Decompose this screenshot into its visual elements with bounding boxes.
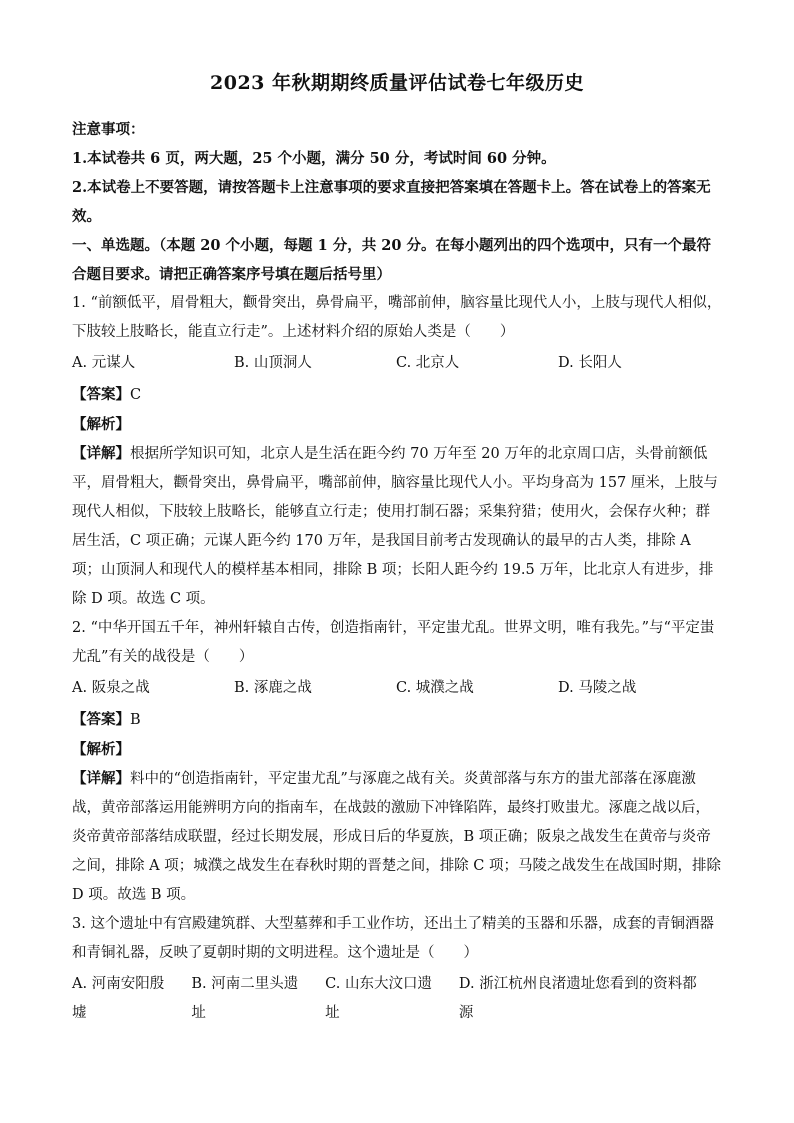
analysis-label: 【解析】 <box>72 741 130 758</box>
exam-page <box>72 68 722 1030</box>
option-c: C. 北京人 <box>396 355 460 371</box>
options-row <box>72 349 722 378</box>
options-row <box>72 970 722 1028</box>
option-d: D. 马陵之战 <box>558 680 637 696</box>
option-c: C. 城濮之战 <box>396 680 474 696</box>
detail-label: 【详解】 <box>72 445 130 462</box>
option-d: D. 长阳人 <box>558 355 622 371</box>
option-c: C. 山东大汶口遗址 <box>325 976 432 1021</box>
detail-text: 根据所学知识可知，北京人是生活在距今约 70 万年至 20 万年的北京周口店，头骨前额低平，眉骨粗大，颧骨突出，鼻骨扁平，嘴部前伸，脑容量比现代人小。平均身高为 157 厘米，上肢与现代人相似，下肢较上肢略长，能够直立行走；使用打制石器；采集狩猎；使用火，会保存火种；群居生活，C 项正确；元谋人距今约 170 万年，是我国目前考古发现确认的最早的古人类，排除 A 项；山顶洞人和现代人的模样基本相同，排除 B 项；长阳人距今约 19.5 万年，比北京人有进步，排除 D 项。故选 C 项。 <box>72 446 718 607</box>
question-2 <box>72 614 722 910</box>
answer-line <box>72 380 722 410</box>
question-stem: 3. 这个遗址中有宫殿建筑群、大型墓葬和手工业作坊，还出土了精美的玉器和乐器，成套的青铜酒器和青铜礼器，反映了夏朝时期的文明进程。这个遗址是（ ） <box>72 916 714 961</box>
question-stem: 2. “中华开国五千年，神州轩辕自古传，创造指南针，平定蚩尤乱。世界文明，唯有我先。”与“平定蚩尤乱”有关的战役是（ ） <box>72 620 715 665</box>
analysis-label: 【解析】 <box>72 416 130 433</box>
answer-value: B <box>130 712 141 728</box>
notes-heading: 注意事项： <box>72 121 145 138</box>
option-b: B. 山顶洞人 <box>234 355 312 371</box>
option-a: A. 阪泉之战 <box>72 680 150 696</box>
answer-line <box>72 705 722 735</box>
answer-value: C <box>130 387 142 403</box>
note-item-1: 1.本试卷共 6 页，两大题，25 个小题，满分 50 分，考试时间 60 分钟。 <box>72 150 556 167</box>
option-a: A. 元谋人 <box>72 355 136 371</box>
detail-paragraph <box>72 764 722 910</box>
page-title: 2023 年秋期期终质量评估试卷七年级历史 <box>210 72 584 94</box>
detail-label: 【详解】 <box>72 770 130 787</box>
detail-text: 料中的“创造指南针，平定蚩尤乱”与涿鹿之战有关。炎黄部落与东方的蚩尤部落在涿鹿激战，黄帝部落运用能辨明方向的指南车，在战鼓的激励下冲锋陷阵，最终打败蚩尤。涿鹿之战以后，炎帝黄帝部落结成联盟，经过长期发展，形成日后的华夏族，B 项正确；阪泉之战发生在黄帝与炎帝之间，排除 A 项；城濮之战发生在春秋时期的晋楚之间，排除 C 项；马陵之战发生在战国时期，排除 D 项。故选 B 项。 <box>72 771 721 903</box>
detail-paragraph <box>72 439 722 614</box>
option-d: D. 浙江杭州良渚遗址您看到的资料都源 <box>458 976 697 1021</box>
options-row <box>72 674 722 703</box>
option-b: B. 涿鹿之战 <box>234 680 312 696</box>
option-a: A. 河南安阳殷墟 <box>72 976 165 1021</box>
answer-label: 【答案】 <box>72 386 130 403</box>
option-b: B. 河南二里头遗址 <box>191 976 299 1021</box>
section-heading: 一、单选题。（本题 20 个小题，每题 1 分，共 20 分。在每小题列出的四个选项中，只有一个最符合题目要求。请把正确答案序号填在题后括号里） <box>72 237 711 283</box>
question-stem: 1. “前额低平，眉骨粗大，颧骨突出，鼻骨扁平，嘴部前伸，脑容量比现代人小，上肢与现代人相似，下肢较上肢略长，能直立行走”。上述材料介绍的原始人类是（ ） <box>72 295 722 340</box>
question-1 <box>72 289 722 614</box>
answer-label: 【答案】 <box>72 711 130 728</box>
note-item-2: 2.本试卷上不要答题，请按答题卡上注意事项的要求直接把答案填在答题卡上。答在试卷上的答案无效。 <box>72 179 711 225</box>
question-3 <box>72 910 722 1028</box>
